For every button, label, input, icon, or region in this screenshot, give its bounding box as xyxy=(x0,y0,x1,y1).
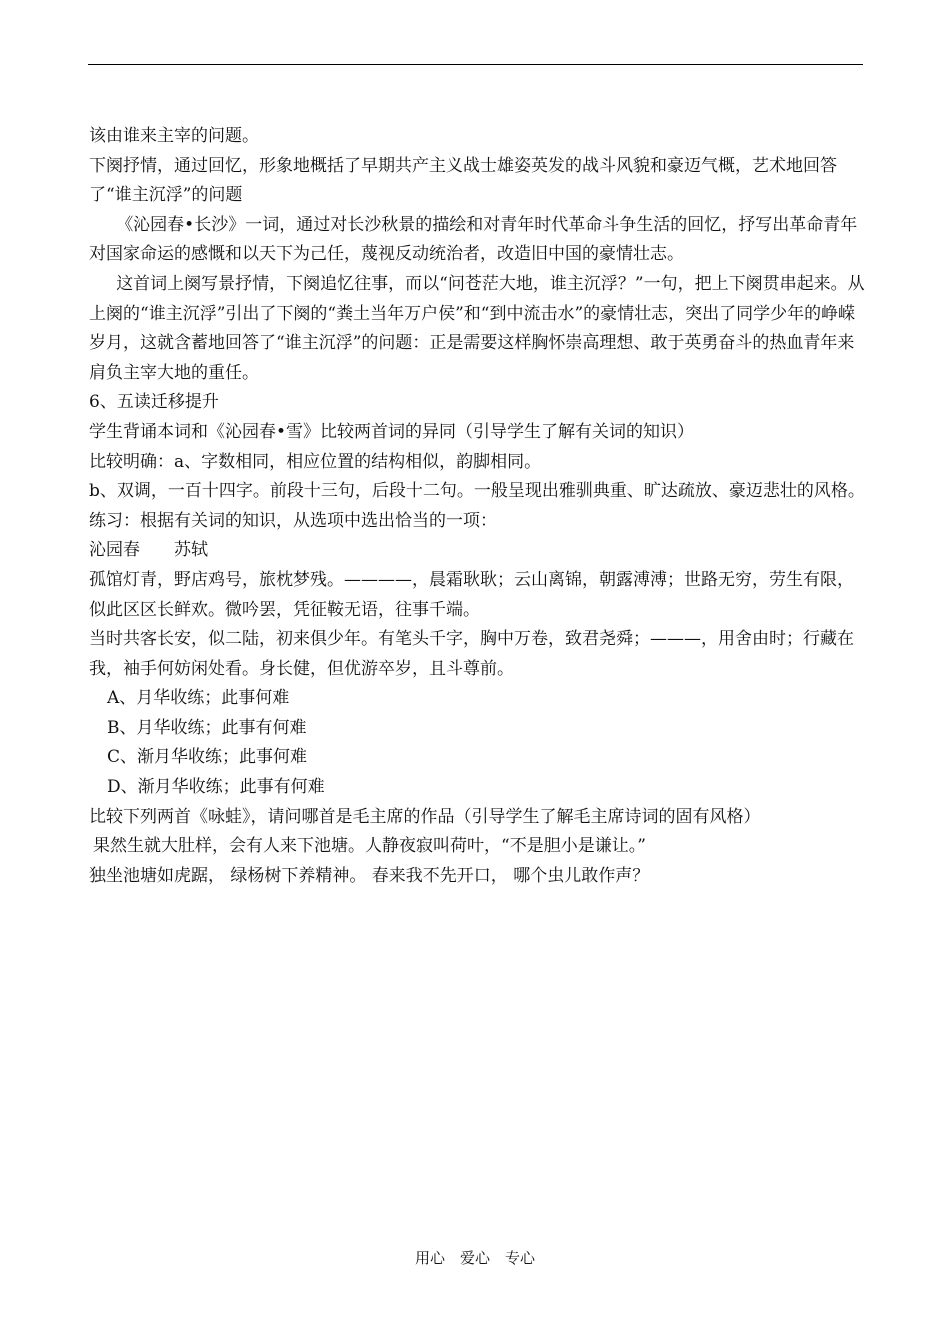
poem-second-stanza: 当时共客长安，似二陆，初来俱少年。有笔头千字，胸中万卷，致君尧舜；———，用舍由时；行藏在我，袖手何妨闲处看。身长健，但优游卒岁，且斗尊前。 xyxy=(89,629,854,679)
section-heading-5: 6、五读迁移提升 xyxy=(89,392,219,413)
paragraph-recite: 学生背诵本词和《沁园春•雪》比较两首词的异同（引导学生了解有关词的知识） xyxy=(89,421,695,442)
option-c: C、渐月华收练；此事何难 xyxy=(107,747,308,768)
document-body xyxy=(89,122,869,891)
page-footer: 用心 爱心 专心 xyxy=(414,1249,535,1267)
paragraph-compare-b: b、双调，一百十四字。前段十三句，后段十二句。一般呈现出雅驯典重、旷达疏放、豪迈悲壮的风格。 xyxy=(89,481,865,502)
option-b: B、月华收练；此事有何难 xyxy=(107,717,307,738)
exercise-prompt: 练习：根据有关词的知识，从选项中选出恰当的一项： xyxy=(89,510,497,531)
frog-poem-two: 独坐池塘如虎踞， 绿杨树下养精神。 春来我不先开口， 哪个虫儿敢作声？ xyxy=(89,865,650,886)
paragraph-summary: 《沁园春•长沙》一词，通过对长沙秋景的描绘和对青年时代革命斗争生活的回忆，抒写出革命青年对国家命运的感慨和以天下为己任，蔑视反动统治者，改造旧中国的豪情壮志。 xyxy=(89,214,858,265)
option-d: D、渐月华收练；此事有何难 xyxy=(107,777,325,798)
paragraph-analysis: 这首词上阕写景抒情，下阕追忆往事，而以“问苍茫大地，谁主沉浮？”一句，把上下阕贯串起来。从上阕的“谁主沉浮”引出了下阕的“粪土当年万户侯”和“到中流击水”的豪情壮志，突出了同学少年的峥嵘岁月，这就含蓄地回答了“谁主沉浮”的问题：正是需要这样胸怀崇高理想、敢于英勇奋斗的热血青年来肩负主宰大地的重任。 xyxy=(89,273,865,383)
paragraph-compare-a: 比较明确：a、字数相同，相应位置的结构相似，韵脚相同。 xyxy=(89,451,542,472)
option-a: A、月华收练；此事何难 xyxy=(107,688,290,709)
poem-title: 沁园春 苏轼 xyxy=(89,540,208,561)
frog-compare-prompt: 比较下列两首《咏蛙》，请问哪首是毛主席的作品（引导学生了解毛主席诗词的固有风格） xyxy=(89,806,761,827)
paragraph-intro-end: 该由谁来主宰的问题。 xyxy=(89,126,259,146)
poem-first-stanza: 孤馆灯青，野店鸡号，旅枕梦残。————，晨霜耿耿；云山离锦，朝露溥溥；世路无穷，劳生有限，似此区区长鲜欢。微吟罢，凭征鞍无语，往事千端。 xyxy=(89,569,854,620)
frog-poem-one: 果然生就大肚样，会有人来下池塘。人静夜寂叫荷叶，“不是胆小是谦让。” xyxy=(93,836,646,857)
paragraph-lower-stanza: 下阕抒情，通过回忆，形象地概括了早期共产主义战士雄姿英发的战斗风貌和豪迈气概，艺术地回答了“谁主沉浮”的问题 xyxy=(89,155,837,206)
header-rule xyxy=(88,64,863,65)
